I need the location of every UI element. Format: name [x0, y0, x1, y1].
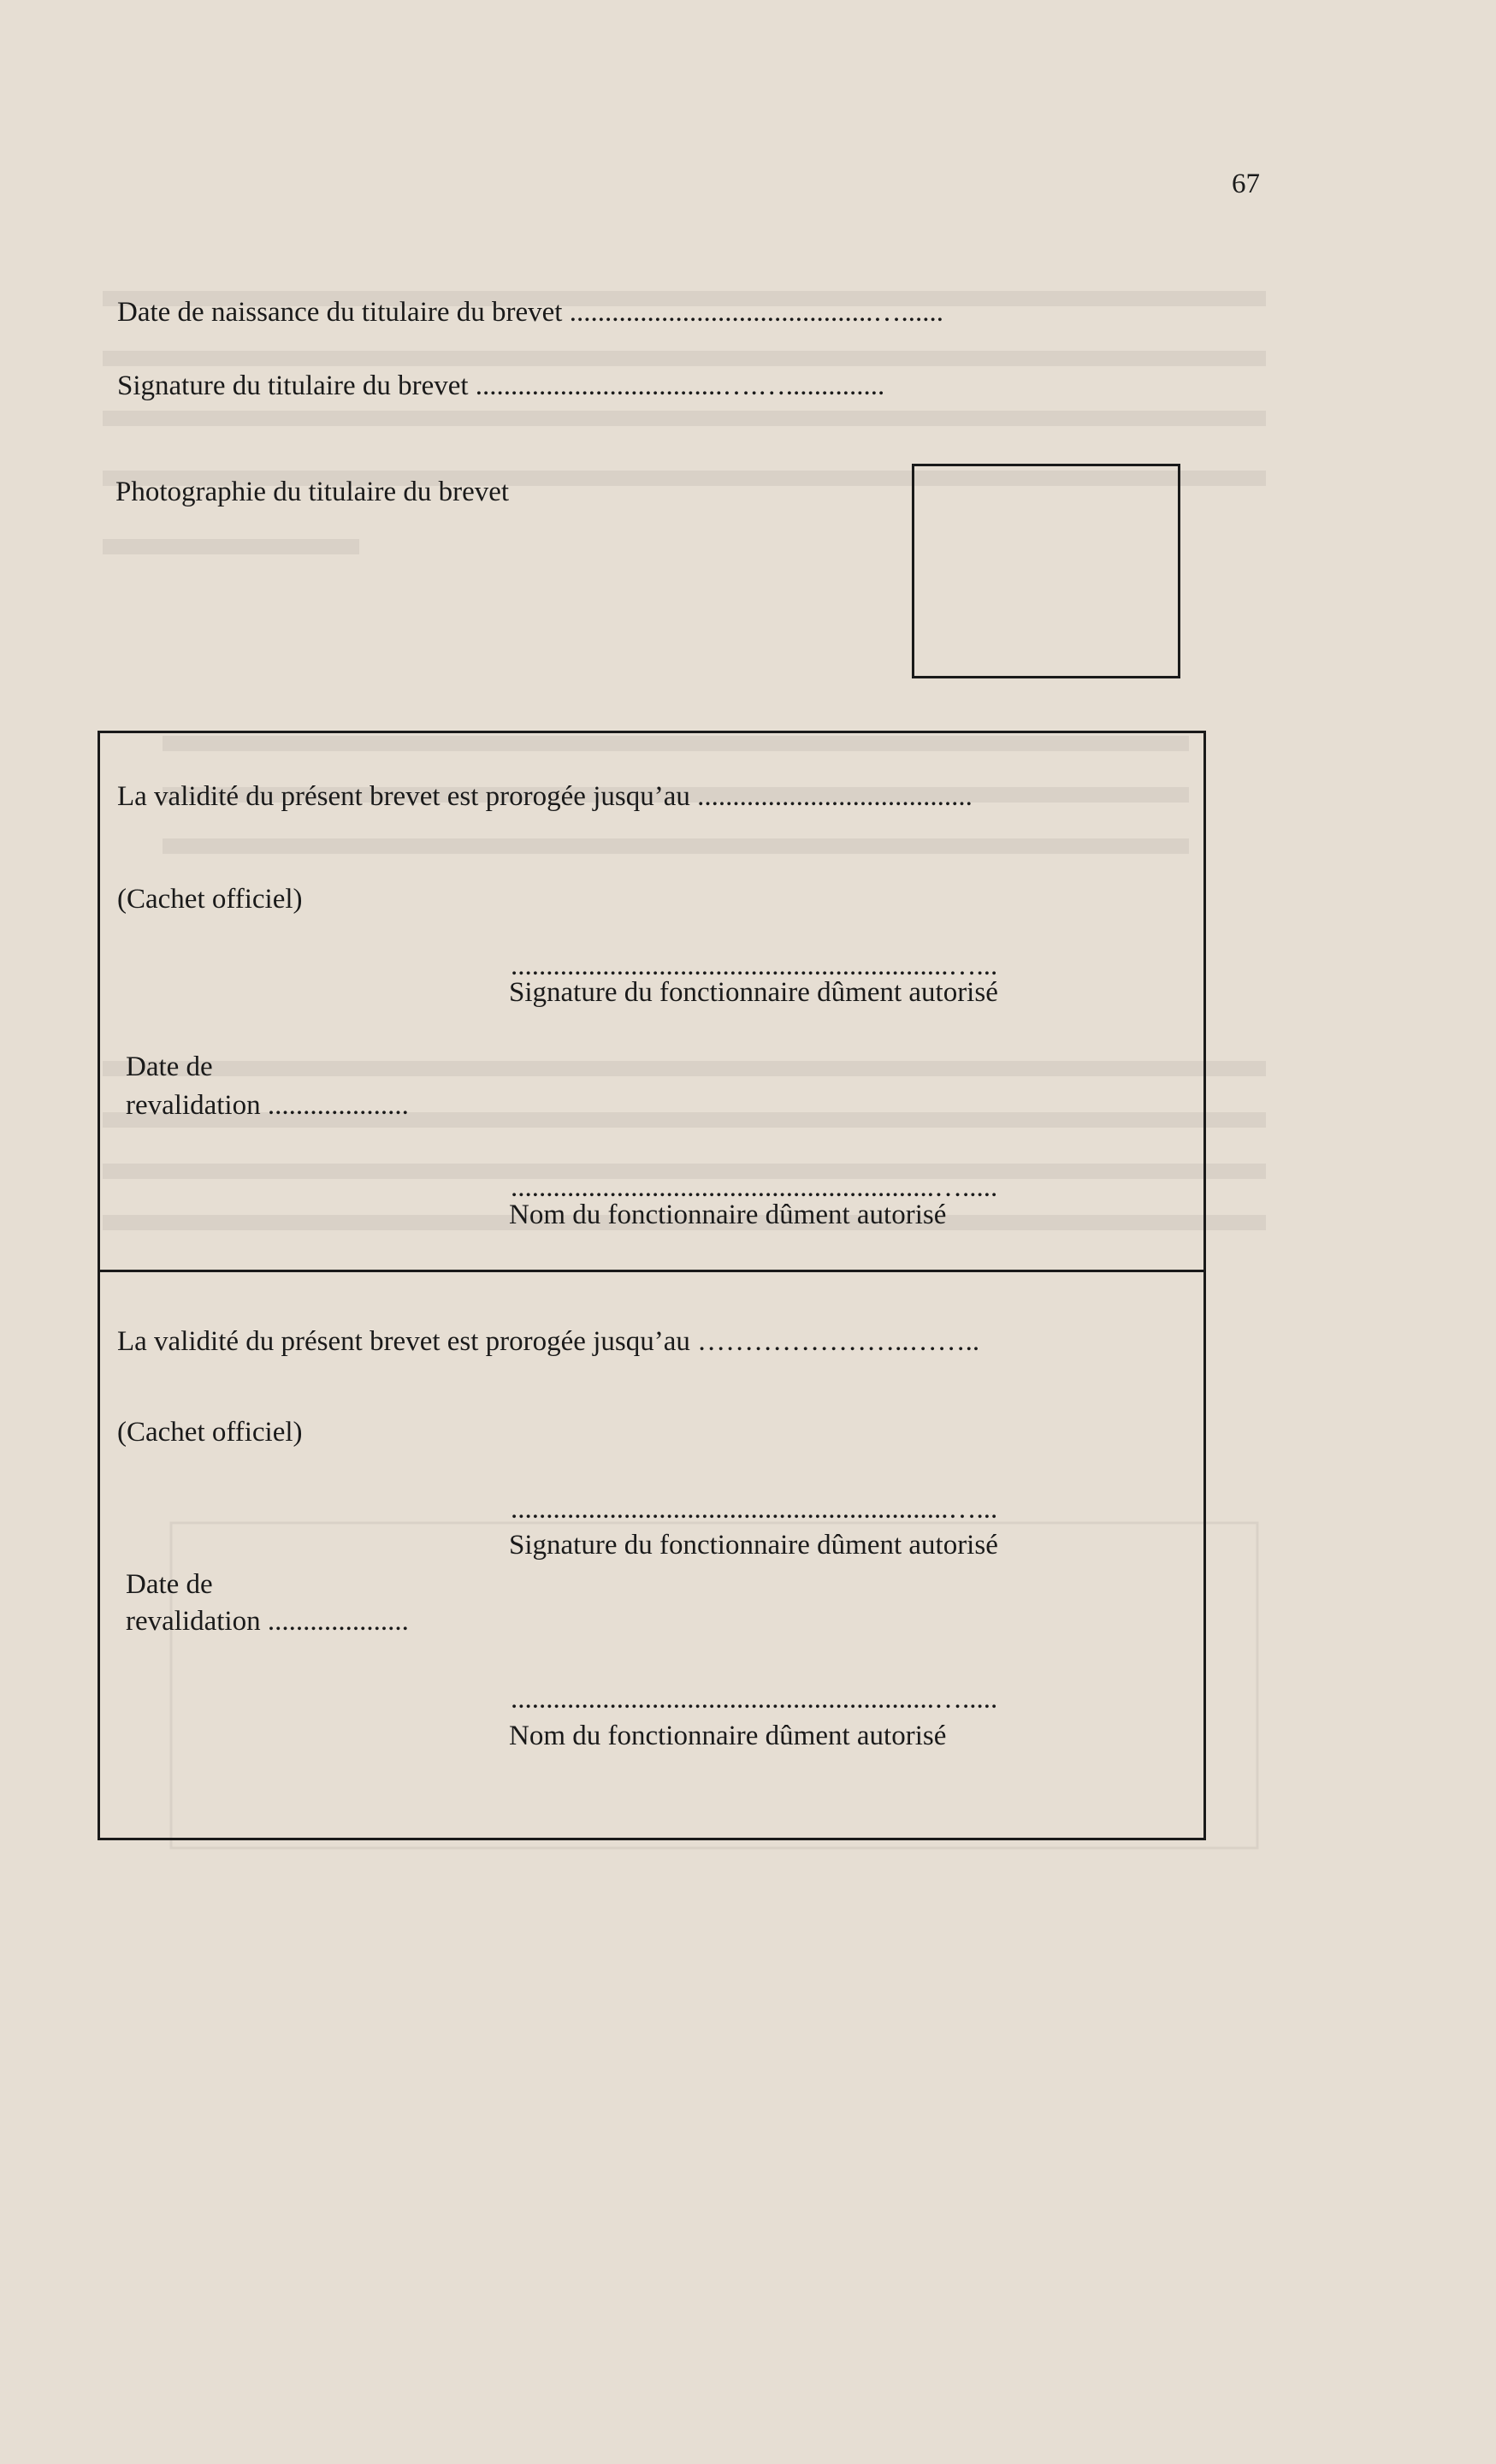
photo-box: [912, 464, 1180, 678]
validity-line: La validité du présent brevet est prorogée jusqu’au .......................................: [117, 781, 973, 812]
revalidation-date-line: revalidation ....................: [126, 1606, 409, 1637]
signature-dots: ..............................................................…...: [511, 1494, 998, 1525]
name-dots: ............................................................….....: [511, 1172, 998, 1203]
seal-label: (Cachet officiel): [117, 884, 303, 915]
signature-dots: ..............................................................…...: [511, 951, 998, 981]
signature-label: Signature du fonctionnaire dûment autorisé: [509, 1530, 998, 1561]
seal-label: (Cachet officiel): [117, 1417, 303, 1448]
revalidation-divider: [98, 1270, 1206, 1272]
name-dots: ............................................................….....: [511, 1684, 998, 1715]
holder-signature-line: Signature du titulaire du brevet ...................................….…..............: [117, 370, 885, 401]
revalidation-date-line: revalidation ....................: [126, 1090, 409, 1121]
name-label: Nom du fonctionnaire dûment autorisé: [509, 1199, 947, 1230]
holder-photo-label: Photographie du titulaire du brevet: [115, 477, 510, 507]
revalidation-date-label: Date de: [126, 1051, 213, 1082]
page-number: 67: [1232, 169, 1260, 199]
name-label: Nom du fonctionnaire dûment autorisé: [509, 1721, 947, 1751]
validity-line: La validité du présent brevet est prorogée jusqu’au …………………..……..: [117, 1326, 980, 1357]
revalidation-date-label: Date de: [126, 1569, 213, 1600]
holder-dob-line: Date de naissance du titulaire du brevet ...........................................…......: [117, 297, 943, 328]
signature-label: Signature du fonctionnaire dûment autorisé: [509, 977, 998, 1008]
